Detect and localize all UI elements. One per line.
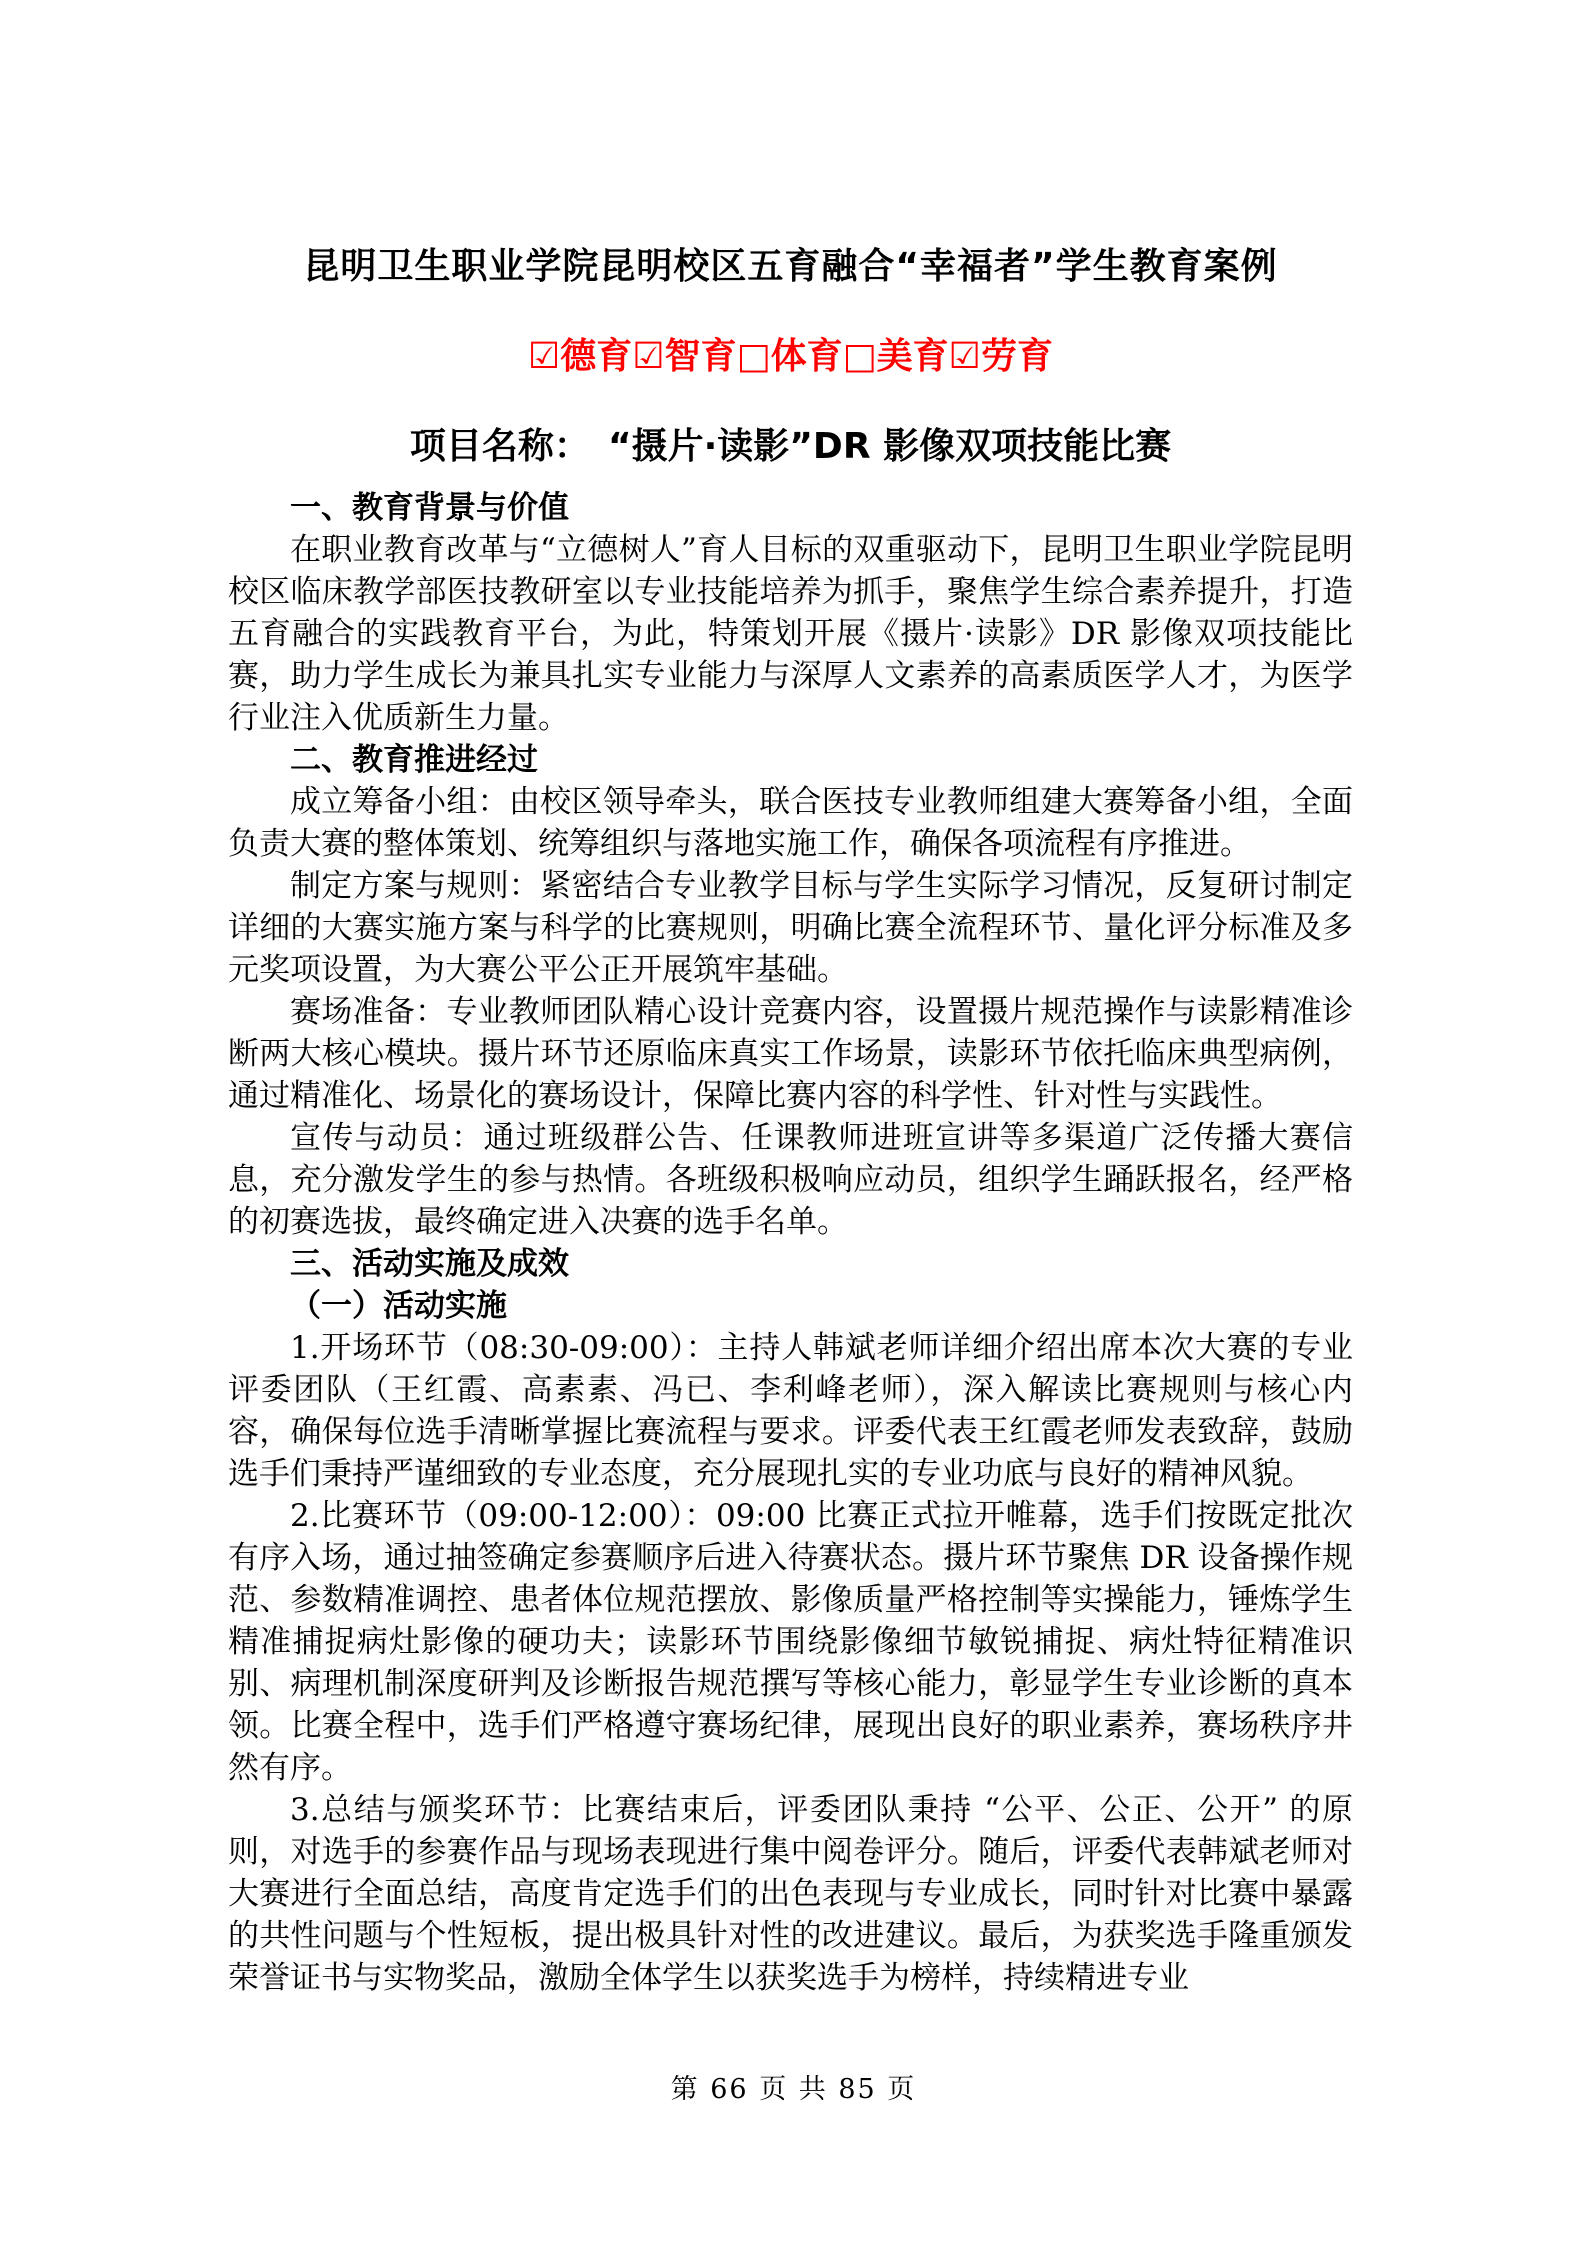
- project-name-label: 项目名称：: [409, 426, 590, 467]
- checked-checkbox-icon: ☑: [632, 336, 665, 377]
- document-title: 昆明卫生职业学院昆明校区五育融合“幸福者”学生教育案例: [303, 246, 1278, 287]
- project-name-line: [228, 423, 1353, 471]
- checkbox-label: 体育: [770, 336, 843, 377]
- section-3-subheading: （一）活动实施: [290, 1288, 507, 1324]
- checked-checkbox-icon: ☑: [528, 336, 561, 377]
- checkbox-item-meiyu: [843, 336, 949, 377]
- section-3-heading: 三、活动实施及成效: [290, 1246, 569, 1282]
- unchecked-checkbox-icon: □: [736, 336, 771, 377]
- paragraph: 1.开场环节（08:30-09:00）：主持人韩斌老师详细介绍出席本次大赛的专业评委团队（王红霞、高素素、冯已、李利峰老师），深入解读比赛规则与核心内容，确保每位选手清晰掌握比赛流程与要求。评委代表王红霞老师发表致辞，鼓励选手们秉持严谨细致的专业态度，充分展现扎实的专业功底与良好的精神风貌。: [228, 1330, 1353, 1492]
- section-2-heading: 二、教育推进经过: [290, 742, 538, 778]
- checkbox-item-zhiyu: [632, 336, 736, 377]
- paragraph: 在职业教育改革与“立德树人”育人目标的双重驱动下，昆明卫生职业学院昆明校区临床教学部医技教研室以专业技能培养为抓手，聚焦学生综合素养提升，打造五育融合的实践教育平台，为此，特策划开展《摄片·读影》DR 影像双项技能比赛，助力学生成长为兼具扎实专业能力与深厚人文素养的高素质医学人才，为医学行业注入优质新生力量。: [228, 532, 1353, 736]
- checkbox-label: 德育: [560, 336, 633, 377]
- checkbox-label: 劳育: [980, 336, 1053, 377]
- checkbox-label: 智育: [664, 336, 737, 377]
- paragraph: 2.比赛环节（09:00-12:00）：09:00 比赛正式拉开帷幕，选手们按既定批次有序入场，通过抽签确定参赛顺序后进入待赛状态。摄片环节聚焦 DR 设备操作规范、参数精准调控、患者体位规范摆放、影像质量严格控制等实操能力，锤炼学生精准捕捉病灶影像的硬功夫；读影环节围绕影像细节敏锐捕捉、病灶特征精准识别、病理机制深度研判及诊断报告规范撰写等核心能力，彰显学生专业诊断的真本领。比赛全程中，选手们严格遵守赛场纪律，展现出良好的职业素养，赛场秩序井然有序。: [228, 1498, 1353, 1786]
- five-education-checkbox-line: [228, 333, 1353, 381]
- document-body: [228, 487, 1353, 1999]
- checked-checkbox-icon: ☑: [948, 336, 981, 377]
- document-content: [228, 0, 1353, 1999]
- project-name-value: “摄片·读影”DR 影像双项技能比赛: [607, 426, 1172, 467]
- paragraph: 宣传与动员：通过班级群公告、任课教师进班宣讲等多渠道广泛传播大赛信息，充分激发学生的参与热情。各班级积极响应动员，组织学生踊跃报名，经严格的初赛选拔，最终确定进入决赛的选手名单。: [228, 1120, 1353, 1240]
- unchecked-checkbox-icon: □: [842, 336, 877, 377]
- checkbox-label: 美育: [876, 336, 949, 377]
- section-1-heading: 一、教育背景与价值: [290, 490, 569, 526]
- page-number-footer: 第 66 页 共 85 页: [670, 2074, 917, 2105]
- checkbox-item-tiyu: [737, 336, 843, 377]
- paragraph: 3.总结与颁奖环节：比赛结束后，评委团队秉持 “公平、公正、公开” 的原则，对选手的参赛作品与现场表现进行集中阅卷评分。随后，评委代表韩斌老师对大赛进行全面总结，高度肯定选手们的出色表现与专业成长，同时针对比赛中暴露的共性问题与个性短板，提出极具针对性的改进建议。最后，为获奖选手隆重颁发荣誉证书与实物奖品，激励全体学生以获奖选手为榜样，持续精进专业: [228, 1792, 1353, 1996]
- checkbox-item-deyu: [528, 336, 632, 377]
- paragraph: 赛场准备：专业教师团队精心设计竞赛内容，设置摄片规范操作与读影精准诊断两大核心模块。摄片环节还原临床真实工作场景，读影环节依托临床典型病例，通过精准化、场景化的赛场设计，保障比赛内容的科学性、针对性与实践性。: [228, 994, 1353, 1114]
- checkbox-item-laoyu: [949, 336, 1053, 377]
- paragraph: 成立筹备小组：由校区领导牵头，联合医技专业教师组建大赛筹备小组，全面负责大赛的整体策划、统筹组织与落地实施工作，确保各项流程有序推进。: [228, 784, 1353, 862]
- paragraph: 制定方案与规则：紧密结合专业教学目标与学生实际学习情况，反复研讨制定详细的大赛实施方案与科学的比赛规则，明确比赛全流程环节、量化评分标准及多元奖项设置，为大赛公平公正开展筑牢基础。: [228, 868, 1353, 988]
